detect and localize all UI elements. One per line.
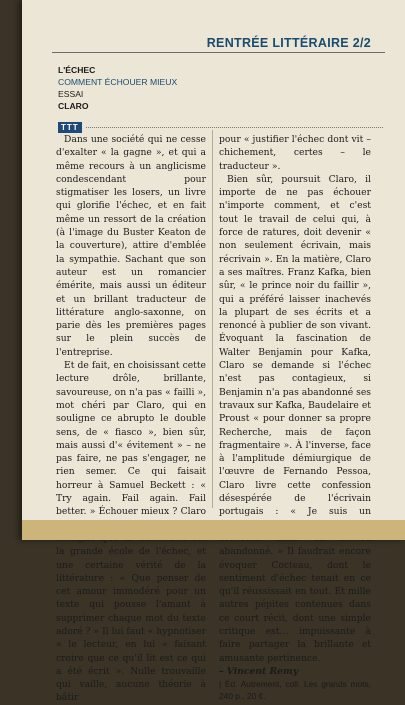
book-title: COMMENT ÉCHOUER MIEUX bbox=[58, 77, 178, 87]
paragraph: Et de fait, en choisissant cette lecture drôle, brillante, savoureuse, on n'a pas « failli », mot chéri par Claro, qui en souligne ce abrupto le double sens, de « fiasco », bien sûr, mais aussi d'« évitement » – ne pas faire, ne pas s'engager, ne rien semer. Ce qui faisait horreur à Samuel Beckett : « Try again. Fail again. Fail better. » Échouer mieux ? Claro la grande école de l'échec, et une certaine vérité de la littérature : « Que penser de cet amour immodéré pour un texte qui pousse l'amant à supprimer chaque mot du texte adoré ? » Il lui faut « hypnotiser » le lecteur, en lui « faisant croire que ce qu'il lit est ce qui a été écrit ». Nulle trouvaille qui vaille, aucune théorie à bâtir bbox=[56, 360, 206, 704]
bibliographic-info: | Éd. Autrement, coll. Les grands mots, 240 p., 20 €. bbox=[219, 679, 371, 702]
article-column-right bbox=[219, 133, 371, 702]
section-header: RENTRÉE LITTÉRAIRE 2/2 bbox=[206, 36, 371, 50]
book-genre: ESSAI bbox=[58, 89, 84, 99]
paragraph: Bien sûr, poursuit Claro, il importe de ne pas échouer n'importe comment, et c'est tout le travail de celui qui, à force de ratures, doit devenir « non seulement écrivain, mais récrivain ». En la matière, Claro a ses maîtres. Franz Kafka, bien sûr, « le prince noir du faillir », qui a préféré laisser inachevés la plupart de ses écrits et a renoncé à publier de son vivant. Évoquant la fascination de Walter Benjamin pour Kafka, Claro se demande si l'échec n'est pas contagieux, si Benjamin n'a pas abandonné ses travaux sur Kafka, Baudelaire et Proust « pour donner sa propre Recherche, mais de façon fragmentaire ». À l'inverse, face à l'amplitude démiurgique de l'œuvre de Fernando Pessoa, Claro livre cette confession désespérée de l'écrivain portugais : « Je suis un abandonné. » Il faudrait encore évoquer Cocteau, dont le sentiment d'échec tenait en ce qu'il réussissait en tout. Et mille autres pépites contenues dans ce court récit, dont une simple critique est… impuissante à faire partager la brillante et amusante pertinence. bbox=[219, 173, 371, 664]
paragraph: pour « justifier l'échec dont vit – chichement, certes – le traducteur ». bbox=[219, 134, 371, 172]
article-column-left bbox=[56, 133, 206, 705]
dotted-separator bbox=[86, 127, 383, 128]
column-divider bbox=[212, 130, 213, 508]
paragraph: Dans une société qui ne cesse d'exalter « la gagne », et qui a même recours à un anglicisme condescendant pour stigmatiser les losers, un livre qui glorifie l'échec, et en fait même un ressort de la création (à l'image du Buster Keaton de la couverture), attire d'emblée la sympathie. Sachant que son auteur est un romancier émérite, mais aussi un éditeur et un brillant traducteur de littérature anglo-saxonne, on parie dès les premières pages sur le plein succès de l'entreprise. bbox=[56, 134, 206, 358]
header-rule bbox=[52, 52, 385, 53]
review-meta bbox=[58, 64, 177, 112]
next-page-edge bbox=[22, 520, 405, 540]
review-signature: – Vincent Remy bbox=[219, 665, 299, 677]
rating-badge: TTT bbox=[58, 122, 82, 133]
book-author: CLARO bbox=[58, 101, 89, 111]
review-category: L'ÉCHEC bbox=[58, 65, 96, 75]
